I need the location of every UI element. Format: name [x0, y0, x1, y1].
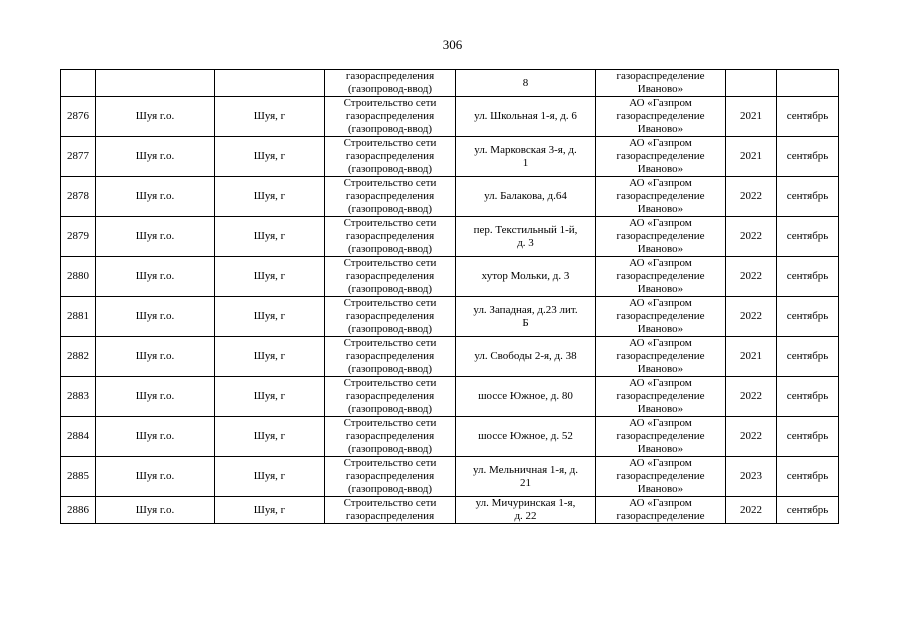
district-cell: Шуя г.о.: [96, 297, 215, 337]
row-number-cell: 2884: [61, 417, 96, 457]
table-row: [61, 137, 839, 177]
year-cell: 2022: [726, 297, 777, 337]
table-row: [61, 97, 839, 137]
owner-cell: АО «Газпром газораспределение Иваново»: [596, 377, 726, 417]
year-cell: 2021: [726, 137, 777, 177]
work-cell: Строительство сети газораспределения (газопровод-ввод): [325, 217, 456, 257]
month-cell: сентябрь: [777, 177, 839, 217]
month-cell: сентябрь: [777, 417, 839, 457]
locality-cell: Шуя, г: [215, 177, 325, 217]
table-row: [61, 337, 839, 377]
address-cell: хутор Мольки, д. 3: [456, 257, 596, 297]
owner-cell: АО «Газпром газораспределение Иваново»: [596, 217, 726, 257]
row-number-cell: 2883: [61, 377, 96, 417]
work-cell: газораспределения (газопровод-ввод): [325, 70, 456, 97]
owner-cell: АО «Газпром газораспределение Иваново»: [596, 417, 726, 457]
owner-cell: АО «Газпром газораспределение Иваново»: [596, 177, 726, 217]
table-row: [61, 70, 839, 97]
locality-cell: Шуя, г: [215, 97, 325, 137]
table-row: [61, 457, 839, 497]
row-number-cell: 2879: [61, 217, 96, 257]
row-number-cell: 2882: [61, 337, 96, 377]
owner-cell: АО «Газпром газораспределение Иваново»: [596, 137, 726, 177]
work-cell: Строительство сети газораспределения (газопровод-ввод): [325, 297, 456, 337]
work-cell: Строительство сети газораспределения (газопровод-ввод): [325, 177, 456, 217]
district-cell: Шуя г.о.: [96, 497, 215, 524]
address-cell: ул. Западная, д.23 лит. Б: [456, 297, 596, 337]
table-row: [61, 417, 839, 457]
work-cell: Строительство сети газораспределения: [325, 497, 456, 524]
work-cell: Строительство сети газораспределения (газопровод-ввод): [325, 257, 456, 297]
table-row: [61, 177, 839, 217]
address-cell: ул. Свободы 2-я, д. 38: [456, 337, 596, 377]
district-cell: Шуя г.о.: [96, 417, 215, 457]
month-cell: сентябрь: [777, 297, 839, 337]
month-cell: сентябрь: [777, 457, 839, 497]
locality-cell: Шуя, г: [215, 457, 325, 497]
owner-cell: АО «Газпром газораспределение Иваново»: [596, 297, 726, 337]
locality-cell: Шуя, г: [215, 257, 325, 297]
locality-cell: Шуя, г: [215, 417, 325, 457]
address-cell: ул. Мичуринская 1-я, д. 22: [456, 497, 596, 524]
work-cell: Строительство сети газораспределения (газопровод-ввод): [325, 377, 456, 417]
row-number-cell: 2878: [61, 177, 96, 217]
owner-cell: АО «Газпром газораспределение Иваново»: [596, 97, 726, 137]
table-row: [61, 217, 839, 257]
owner-cell: АО «Газпром газораспределение: [596, 497, 726, 524]
district-cell: Шуя г.о.: [96, 457, 215, 497]
district-cell: Шуя г.о.: [96, 97, 215, 137]
year-cell: 2021: [726, 337, 777, 377]
owner-cell: АО «Газпром газораспределение Иваново»: [596, 337, 726, 377]
locality-cell: [215, 70, 325, 97]
row-number-cell: 2876: [61, 97, 96, 137]
year-cell: [726, 70, 777, 97]
month-cell: сентябрь: [777, 497, 839, 524]
district-cell: [96, 70, 215, 97]
address-cell: шоссе Южное, д. 52: [456, 417, 596, 457]
locality-cell: Шуя, г: [215, 337, 325, 377]
address-cell: пер. Текстильный 1-й, д. 3: [456, 217, 596, 257]
row-number-cell: 2880: [61, 257, 96, 297]
year-cell: 2022: [726, 177, 777, 217]
month-cell: сентябрь: [777, 337, 839, 377]
row-number-cell: 2885: [61, 457, 96, 497]
district-cell: Шуя г.о.: [96, 377, 215, 417]
month-cell: сентябрь: [777, 137, 839, 177]
address-cell: ул. Марковская 3-я, д. 1: [456, 137, 596, 177]
row-number-cell: 2886: [61, 497, 96, 524]
locality-cell: Шуя, г: [215, 497, 325, 524]
month-cell: сентябрь: [777, 97, 839, 137]
district-cell: Шуя г.о.: [96, 337, 215, 377]
month-cell: [777, 70, 839, 97]
month-cell: сентябрь: [777, 257, 839, 297]
table-row: [61, 497, 839, 524]
year-cell: 2021: [726, 97, 777, 137]
year-cell: 2022: [726, 497, 777, 524]
owner-cell: газораспределение Иваново»: [596, 70, 726, 97]
address-cell: ул. Школьная 1-я, д. 6: [456, 97, 596, 137]
work-cell: Строительство сети газораспределения (газопровод-ввод): [325, 97, 456, 137]
row-number-cell: 2877: [61, 137, 96, 177]
month-cell: сентябрь: [777, 217, 839, 257]
table-row: [61, 257, 839, 297]
year-cell: 2022: [726, 417, 777, 457]
locality-cell: Шуя, г: [215, 297, 325, 337]
locality-cell: Шуя, г: [215, 217, 325, 257]
district-cell: Шуя г.о.: [96, 137, 215, 177]
work-cell: Строительство сети газораспределения (газопровод-ввод): [325, 417, 456, 457]
year-cell: 2022: [726, 217, 777, 257]
address-cell: 8: [456, 70, 596, 97]
work-cell: Строительство сети газораспределения (газопровод-ввод): [325, 137, 456, 177]
locality-cell: Шуя, г: [215, 137, 325, 177]
table-row: [61, 377, 839, 417]
work-cell: Строительство сети газораспределения (газопровод-ввод): [325, 457, 456, 497]
address-cell: ул. Мельничная 1-я, д. 21: [456, 457, 596, 497]
work-cell: Строительство сети газораспределения (газопровод-ввод): [325, 337, 456, 377]
table-row: [61, 297, 839, 337]
row-number-cell: 2881: [61, 297, 96, 337]
registry-table: [60, 69, 839, 524]
page-number: 306: [442, 37, 463, 52]
year-cell: 2022: [726, 257, 777, 297]
address-cell: ул. Балакова, д.64: [456, 177, 596, 217]
district-cell: Шуя г.о.: [96, 257, 215, 297]
locality-cell: Шуя, г: [215, 377, 325, 417]
owner-cell: АО «Газпром газораспределение Иваново»: [596, 457, 726, 497]
year-cell: 2022: [726, 377, 777, 417]
row-number-cell: [61, 70, 96, 97]
district-cell: Шуя г.о.: [96, 217, 215, 257]
month-cell: сентябрь: [777, 377, 839, 417]
district-cell: Шуя г.о.: [96, 177, 215, 217]
year-cell: 2023: [726, 457, 777, 497]
owner-cell: АО «Газпром газораспределение Иваново»: [596, 257, 726, 297]
address-cell: шоссе Южное, д. 80: [456, 377, 596, 417]
